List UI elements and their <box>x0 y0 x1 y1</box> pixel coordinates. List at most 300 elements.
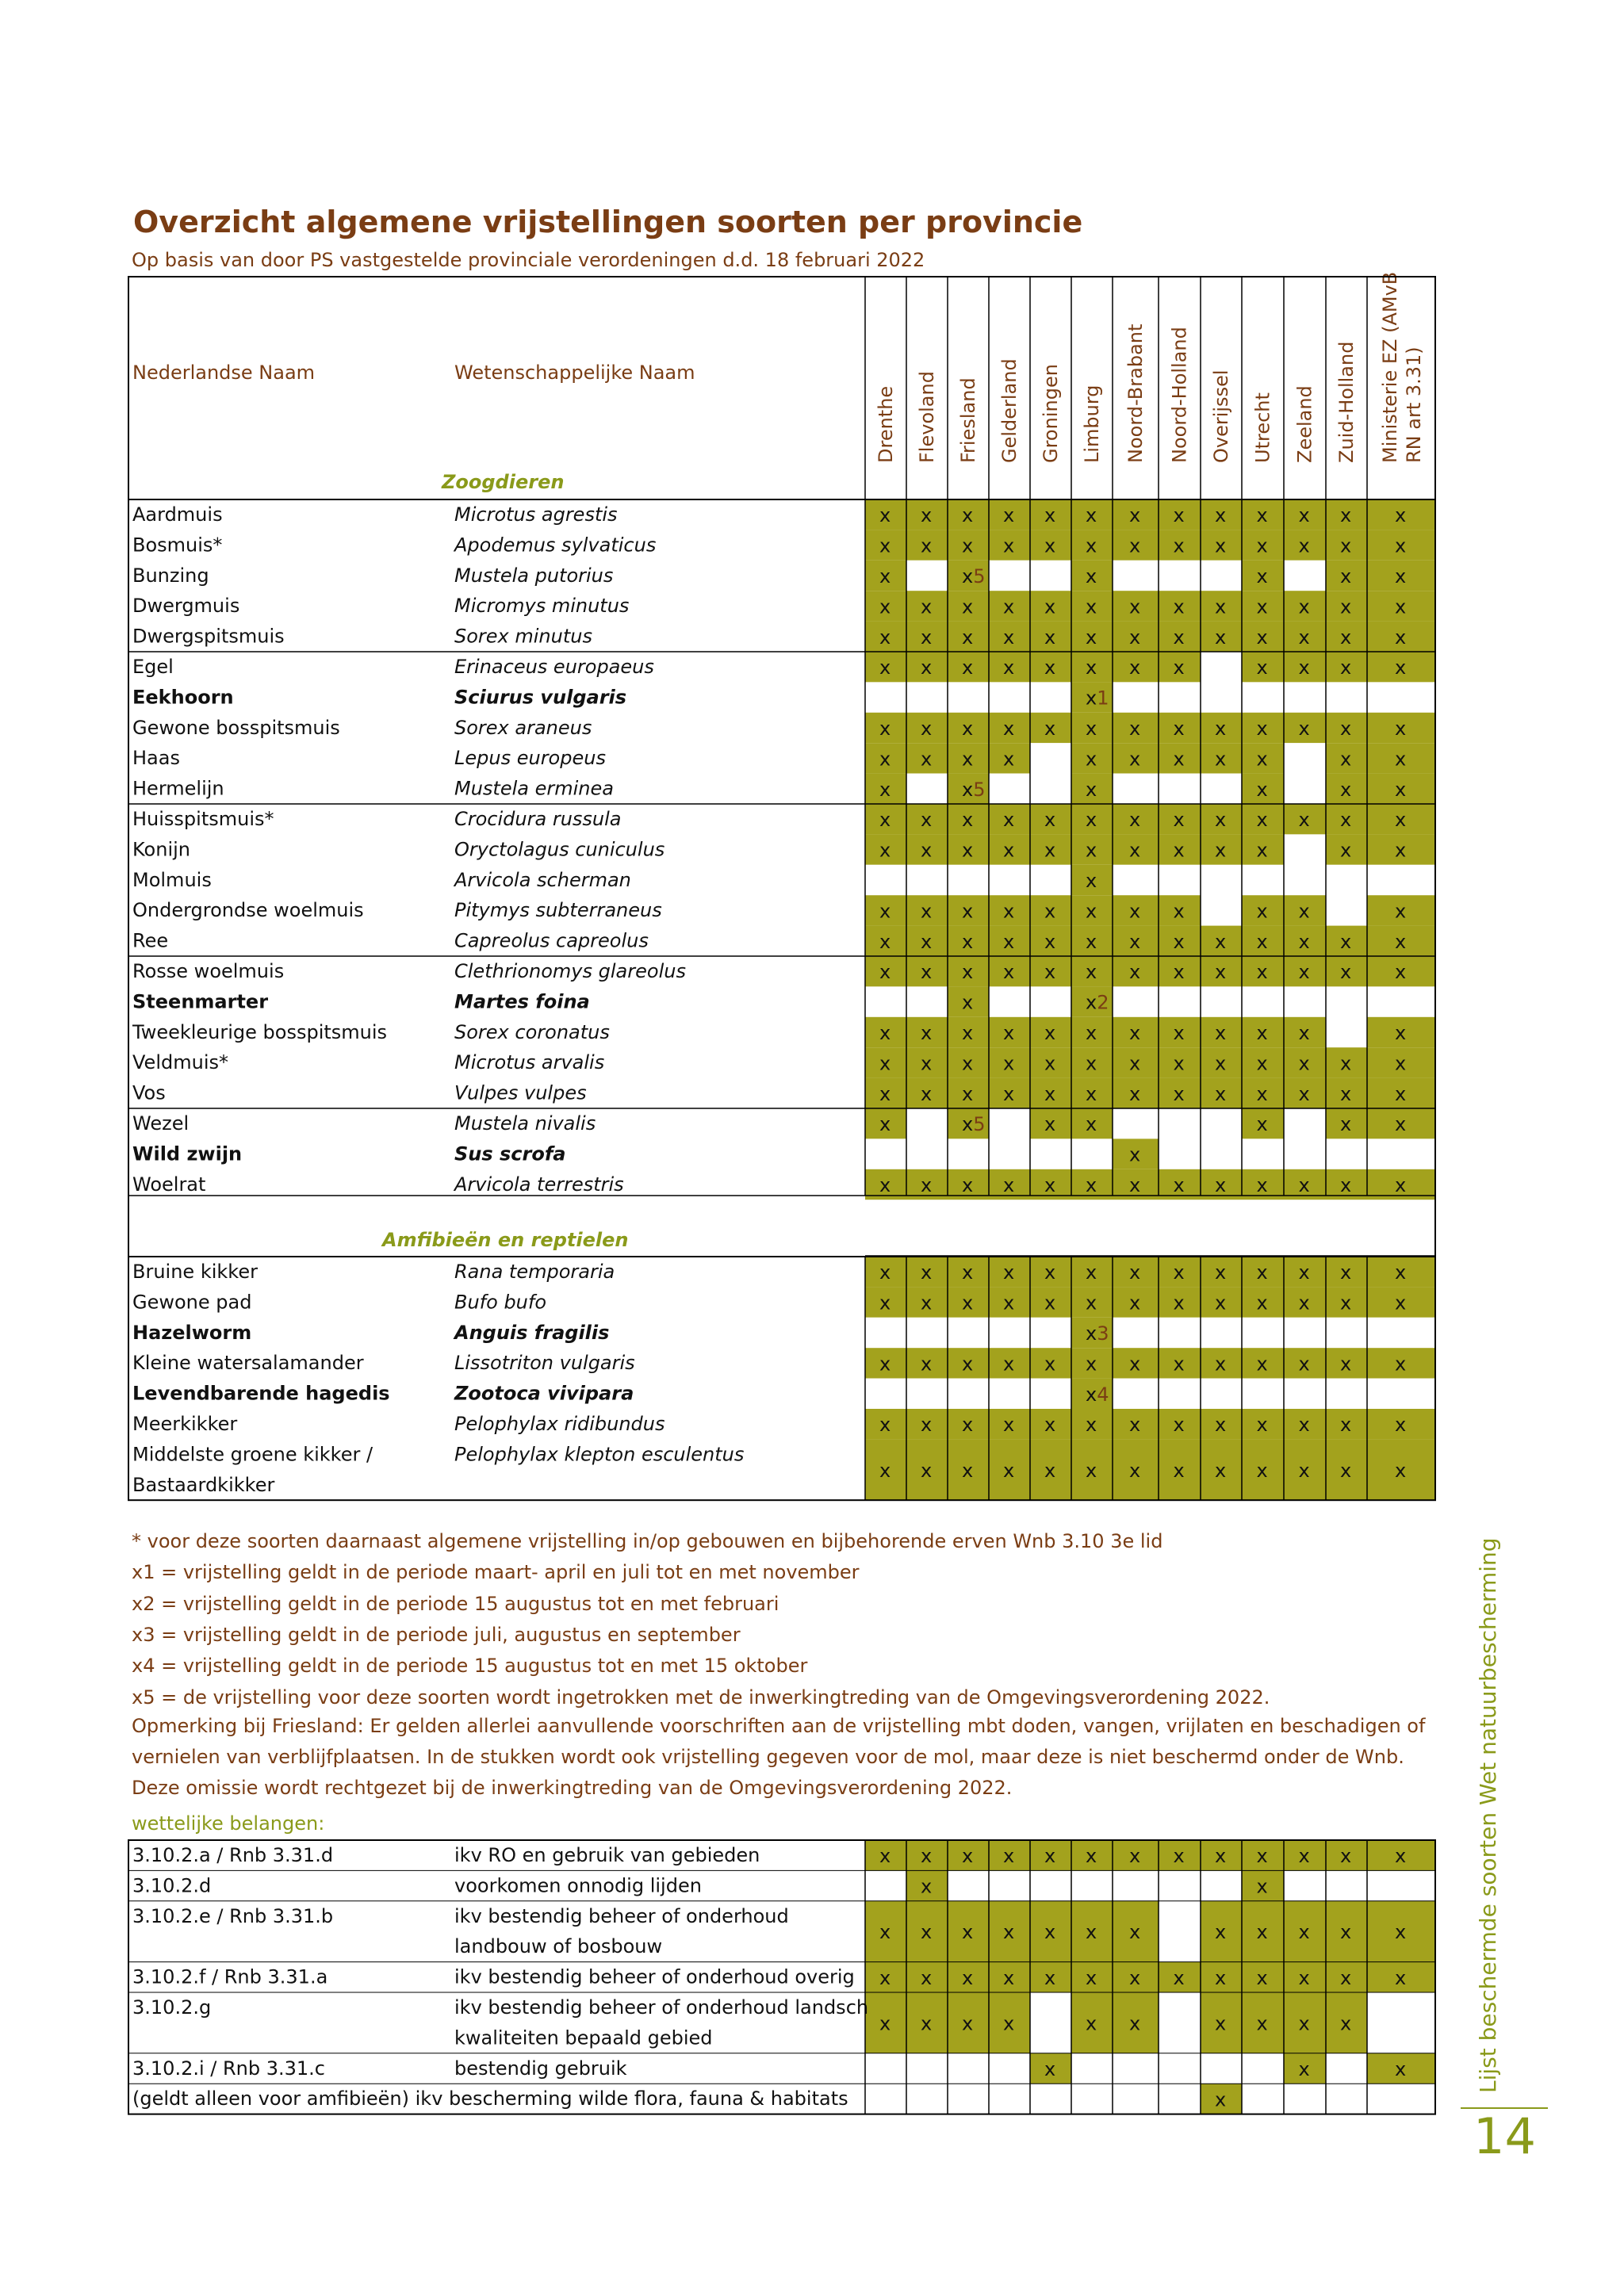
table-cell <box>1071 1870 1113 1900</box>
exemption-mark: x <box>1086 534 1097 557</box>
exemption-mark: x <box>1256 961 1268 984</box>
exemption-mark: x <box>962 1022 974 1044</box>
table-cell <box>1367 1138 1435 1169</box>
exemption-mark: x <box>1395 1966 1407 1989</box>
exemption-mark: x <box>1215 626 1227 649</box>
table-row <box>132 743 1435 773</box>
table-cell <box>1242 986 1284 1016</box>
exemption-mark: x <box>1044 626 1056 649</box>
exemption-mark: x <box>1173 1414 1185 1437</box>
table-row <box>132 530 1435 560</box>
table-cell <box>989 1870 1030 1900</box>
table-cell <box>1159 865 1201 895</box>
exemption-mark: x <box>1003 504 1015 527</box>
exemption-mark: x <box>1044 1353 1056 1376</box>
legal-description: ikv RO en gebruik van gebieden <box>454 1844 760 1866</box>
exemption-mark: x <box>1003 1052 1015 1075</box>
table-cell <box>1284 1138 1326 1169</box>
section-mammals: Zoogdieren <box>442 471 565 493</box>
exemption-mark: x <box>1215 1845 1227 1868</box>
exemption-mark: x <box>1395 809 1407 832</box>
table-cell <box>1284 2084 1326 2114</box>
exemption-mark: x <box>962 1966 974 1989</box>
species-rows <box>132 499 1435 1500</box>
species-dutch-name: Meerkikker <box>132 1413 238 1435</box>
footnote-x1: x1 = vrijstelling geldt in de periode maart- april en juli tot en met november <box>132 1561 860 1583</box>
table-cell <box>906 774 948 804</box>
exemption-mark: x <box>1044 1113 1056 1136</box>
exemption-mark: x <box>1215 2088 1227 2111</box>
exemption-mark: x <box>1173 839 1185 862</box>
table-cell <box>1159 561 1201 591</box>
exemption-mark: x <box>962 595 974 618</box>
exemption-mark: x <box>1173 1353 1185 1376</box>
exemption-mark: x <box>1395 1845 1407 1868</box>
table-cell <box>1030 561 1071 591</box>
table-cell <box>948 1870 989 1900</box>
footnote-x4: x4 = vrijstelling geldt in de periode 15 augustus tot en met 15 oktober <box>132 1655 808 1677</box>
table-row <box>132 1138 1435 1169</box>
table-cell <box>1242 1138 1284 1169</box>
table-cell <box>1071 1138 1113 1169</box>
exemption-mark: x <box>1395 900 1407 923</box>
exemption-mark: x <box>1256 1022 1268 1044</box>
exemption-mark: x <box>1044 1459 1056 1482</box>
exemption-mark: x <box>962 1845 974 1868</box>
table-row <box>132 804 1435 834</box>
exemption-mark: x <box>1003 1174 1015 1196</box>
exemption-mark: x <box>1340 1052 1352 1075</box>
exemption-mark: x <box>1173 534 1185 557</box>
exemption-mark: x <box>1044 961 1056 984</box>
table-cell <box>1030 682 1071 712</box>
exemption-mark: x <box>1086 1414 1097 1437</box>
exemption-mark: x <box>1340 1082 1352 1105</box>
table-cell <box>989 682 1030 712</box>
table-cell <box>865 1318 906 1348</box>
exemption-mark: x <box>921 1261 933 1284</box>
exemption-mark: x <box>1086 930 1097 953</box>
species-dutch-name: Vos <box>132 1081 166 1104</box>
exemption-mark: x <box>962 1082 974 1105</box>
table-cell <box>989 986 1030 1016</box>
exemption-mark: x <box>1395 1082 1407 1105</box>
table-cell <box>1284 1379 1326 1409</box>
exemption-mark: x <box>962 1353 974 1376</box>
exemption-mark: x <box>1086 1845 1097 1868</box>
exemption-mark: x <box>1340 1414 1352 1437</box>
exemption-mark: x <box>1215 961 1227 984</box>
species-scientific-name: Sus scrofa <box>454 1142 566 1165</box>
table-cell <box>1030 1379 1071 1409</box>
exemption-mark: x <box>1395 718 1407 740</box>
table-row <box>132 1257 1435 1287</box>
exemption-mark: x2 <box>1086 991 1109 1014</box>
table-cell <box>1242 2053 1284 2084</box>
table-cell <box>1159 2084 1201 2114</box>
table-cell <box>948 1379 989 1409</box>
legal-description: ikv bestendig beheer of onderhoud <box>454 1904 789 1927</box>
exemption-mark: x <box>1003 1292 1015 1314</box>
province-header: Limburg <box>1081 385 1103 463</box>
exemption-mark: x <box>921 1292 933 1314</box>
exemption-mark: x <box>1003 809 1015 832</box>
exemption-mark: x <box>1129 1459 1141 1482</box>
exemption-mark: x <box>1086 1174 1097 1196</box>
exemption-mark: x <box>1256 718 1268 740</box>
exemption-mark: x <box>1340 2012 1352 2035</box>
table-cell <box>1113 1318 1159 1348</box>
table-cell <box>1159 1108 1201 1138</box>
exemption-mark: x <box>962 900 974 923</box>
table-row <box>132 956 1435 986</box>
table-cell <box>1030 1318 1071 1348</box>
exemption-mark: x <box>921 1966 933 1989</box>
exemption-mark: x <box>1173 1845 1185 1868</box>
exemption-mark: x <box>1173 1459 1185 1482</box>
table-cell <box>1242 1379 1284 1409</box>
exemption-mark: x <box>1003 748 1015 771</box>
exemption-mark: x <box>1129 1261 1141 1284</box>
exemption-mark: x <box>1129 534 1141 557</box>
exemption-mark: x <box>1340 748 1352 771</box>
exemption-mark: x <box>1256 595 1268 618</box>
exemption-mark: x <box>1215 1414 1227 1437</box>
exemption-mark: x <box>1298 1052 1310 1075</box>
exemption-mark: x <box>921 930 933 953</box>
table-cell <box>1284 1108 1326 1138</box>
table-cell <box>1113 2053 1159 2084</box>
table-cell <box>1159 682 1201 712</box>
exemption-mark: x <box>1129 900 1141 923</box>
exemption-mark: x <box>879 748 891 771</box>
exemption-mark: x <box>1044 534 1056 557</box>
exemption-mark: x <box>962 504 974 527</box>
exemption-mark: x <box>1395 778 1407 801</box>
table-cell <box>989 561 1030 591</box>
exemption-mark: x <box>1003 1022 1015 1044</box>
exemption-mark: x <box>1003 656 1015 679</box>
exemption-mark: x <box>1215 1022 1227 1044</box>
exemption-mark: x <box>1129 1966 1141 1989</box>
exemption-mark: x <box>879 1022 891 1044</box>
exemption-mark: x <box>1044 1022 1056 1044</box>
species-scientific-name: Microtus arvalis <box>454 1051 605 1074</box>
legal-code: 3.10.2.e / Rnb 3.31.b <box>132 1904 334 1927</box>
species-dutch-name: Bruine kikker <box>132 1261 258 1283</box>
exemption-mark: x <box>1173 748 1185 771</box>
exemption-mark: x <box>1340 809 1352 832</box>
table-cell <box>906 1379 948 1409</box>
table-cell <box>1030 1870 1071 1900</box>
exemption-mark: x <box>1215 839 1227 862</box>
table-cell <box>989 865 1030 895</box>
exemption-mark: x <box>1215 748 1227 771</box>
species-dutch-name: Wezel <box>132 1112 190 1135</box>
table-cell <box>989 774 1030 804</box>
exemption-mark: x1 <box>1086 687 1109 710</box>
species-scientific-name: Capreolus capreolus <box>454 929 649 952</box>
table-cell <box>1030 774 1071 804</box>
table-cell <box>1326 682 1367 712</box>
footnote-x2: x2 = vrijstelling geldt in de periode 15 augustus tot en met februari <box>132 1593 779 1615</box>
exemption-mark: x <box>1044 900 1056 923</box>
exemption-mark: x <box>1256 534 1268 557</box>
table-row <box>132 682 1435 712</box>
table-cell <box>1284 865 1326 895</box>
legal-description: voorkomen onnodig lijden <box>454 1874 702 1897</box>
exemption-mark: x <box>1086 1292 1097 1314</box>
exemption-mark: x <box>1129 626 1141 649</box>
exemption-mark: x <box>1173 809 1185 832</box>
species-dutch-name: Dwergspitsmuis <box>132 625 285 648</box>
exemption-mark: x <box>1129 1353 1141 1376</box>
legal-row <box>132 2053 1435 2084</box>
exemption-mark: x <box>1086 565 1097 587</box>
species-dutch-name: Aardmuis <box>132 503 223 526</box>
exemption-mark: x <box>1086 748 1097 771</box>
table-row <box>132 986 1435 1016</box>
exemption-mark: x <box>1298 1966 1310 1989</box>
exemption-mark: x <box>1256 900 1268 923</box>
exemption-mark: x <box>1086 656 1097 679</box>
exemption-mark: x <box>1215 1353 1227 1376</box>
exemption-mark: x <box>1129 656 1141 679</box>
exemption-mark: x <box>1129 839 1141 862</box>
table-cell <box>1284 834 1326 864</box>
table-cell <box>865 986 906 1016</box>
table-cell <box>1201 774 1242 804</box>
exemption-mark: x <box>921 1845 933 1868</box>
exemption-mark: x <box>962 930 974 953</box>
table-row <box>132 1078 1435 1108</box>
exemption-mark: x <box>1340 656 1352 679</box>
exemption-mark: x <box>962 961 974 984</box>
exemption-mark: x <box>1340 504 1352 527</box>
exemption-mark: x <box>1003 961 1015 984</box>
species-scientific-name: Mustela putorius <box>454 564 614 587</box>
exemption-mark: x <box>1340 1353 1352 1376</box>
table-cell <box>989 2084 1030 2114</box>
exemption-mark: x <box>1173 930 1185 953</box>
page-number: 14 <box>1473 2107 1536 2165</box>
exemption-mark: x <box>1129 1845 1141 1868</box>
table-row <box>132 1017 1435 1047</box>
section-amphibians: Amfibieën en reptielen <box>382 1229 629 1251</box>
exemption-mark: x <box>1173 1966 1185 1989</box>
exemption-mark: x <box>879 1353 891 1376</box>
table-cell <box>1326 895 1367 925</box>
exemption-mark: x <box>1086 718 1097 740</box>
species-dutch-name: Bunzing <box>132 564 209 587</box>
table-cell <box>1242 2084 1284 2114</box>
exemption-mark: x <box>1256 839 1268 862</box>
table-cell <box>865 682 906 712</box>
table-cell <box>865 865 906 895</box>
exemption-mark: x <box>1129 809 1141 832</box>
exemption-mark: x <box>1256 626 1268 649</box>
species-scientific-name: Mustela erminea <box>454 777 614 800</box>
table-cell <box>1367 2084 1435 2114</box>
exemption-mark: x <box>1173 656 1185 679</box>
exemption-mark: x <box>921 595 933 618</box>
exemption-mark: x <box>1395 839 1407 862</box>
exemption-mark: x <box>879 656 891 679</box>
table-row <box>132 1379 1435 1409</box>
exemption-mark: x <box>879 626 891 649</box>
exemption-mark: x <box>1044 1082 1056 1105</box>
table-cell <box>1030 865 1071 895</box>
exemption-mark: x <box>1003 900 1015 923</box>
exemption-mark: x <box>962 1174 974 1196</box>
table-row <box>132 1287 1435 1317</box>
legal-description: ikv bestendig beheer of onderhoud landsch <box>454 1996 869 2019</box>
table-row <box>132 1318 1435 1348</box>
species-scientific-name: Mustela nivalis <box>454 1112 596 1135</box>
legal-description: kwaliteiten bepaald gebied <box>454 2026 713 2049</box>
species-dutch-name: Egel <box>132 656 174 678</box>
exemption-mark: x <box>879 1966 891 1989</box>
exemption-mark: x <box>879 718 891 740</box>
exemption-mark: x <box>1129 1052 1141 1075</box>
table-cell <box>1367 1992 1435 2053</box>
exemption-mark: x <box>962 991 974 1014</box>
exemption-mark: x <box>1086 1082 1097 1105</box>
species-scientific-name: Sciurus vulgaris <box>454 686 627 709</box>
exemption-mark: x <box>1044 2058 1056 2080</box>
table-row <box>132 895 1435 925</box>
exemption-mark: x <box>1395 1921 1407 1944</box>
table-row <box>132 834 1435 864</box>
exemption-mark: x <box>1086 595 1097 618</box>
species-scientific-name: Sorex araneus <box>454 716 592 739</box>
exemption-mark: x <box>1086 1052 1097 1075</box>
exemption-mark: x <box>962 534 974 557</box>
exemption-mark: x <box>1086 900 1097 923</box>
exemption-mark: x <box>1215 1261 1227 1284</box>
table-cell <box>1284 743 1326 773</box>
exemption-mark: x <box>1044 809 1056 832</box>
exemption-mark: x <box>1340 961 1352 984</box>
species-dutch-name: Rosse woelmuis <box>132 960 285 982</box>
table-cell <box>1326 2084 1367 2114</box>
exemption-mark: x <box>1340 1261 1352 1284</box>
exemption-mark: x <box>1215 1082 1227 1105</box>
table-row <box>132 652 1435 682</box>
table-row <box>132 622 1435 652</box>
exemption-mark: x <box>921 2012 933 2035</box>
table-row <box>132 1439 1435 1500</box>
exemption-mark: x <box>1215 1052 1227 1075</box>
table-row <box>132 1108 1435 1138</box>
exemption-mark: x <box>1395 1292 1407 1314</box>
header-scientific-name: Wetenschappelijke Naam <box>454 362 695 384</box>
species-dutch-name: Levendbarende hagedis <box>132 1382 390 1405</box>
exemption-mark: x <box>962 1292 974 1314</box>
exemption-mark: x <box>1256 656 1268 679</box>
table-cell <box>1030 1138 1071 1169</box>
species-dutch-name: Tweekleurige bosspitsmuis <box>132 1020 388 1043</box>
table-cell <box>906 1318 948 1348</box>
exemption-mark: x <box>1044 1966 1056 1989</box>
exemption-mark: x <box>921 1082 933 1105</box>
province-header: Overijssel <box>1210 369 1232 463</box>
exemption-mark: x <box>1298 900 1310 923</box>
exemption-mark: x <box>962 718 974 740</box>
exemption-mark: x <box>879 961 891 984</box>
species-dutch-name: Gewone bosspitsmuis <box>132 716 340 739</box>
table-cell <box>1326 865 1367 895</box>
exemption-mark: x <box>879 1414 891 1437</box>
exemption-mark: x <box>879 839 891 862</box>
table-cell <box>906 865 948 895</box>
species-dutch-name: Bastaardkikker <box>132 1473 275 1496</box>
species-dutch-name: Eekhoorn <box>132 686 234 709</box>
exemption-mark: x <box>1298 1174 1310 1196</box>
species-dutch-name: Veldmuis* <box>132 1051 228 1074</box>
province-header: Groningen <box>1040 364 1062 463</box>
table-cell <box>1367 1318 1435 1348</box>
table-cell <box>1113 865 1159 895</box>
exemption-mark: x <box>1086 870 1097 892</box>
ministerie-header: RN art 3.31) <box>1403 346 1425 463</box>
table-cell <box>906 1138 948 1169</box>
exemption-mark: x <box>921 656 933 679</box>
species-scientific-name: Pelophylax ridibundus <box>454 1413 665 1435</box>
species-dutch-name: Dwergmuis <box>132 595 240 618</box>
table-cell <box>1284 682 1326 712</box>
exemption-mark: x <box>1129 2012 1141 2035</box>
species-scientific-name: Pitymys subterraneus <box>454 899 662 922</box>
province-header: Drenthe <box>875 385 897 463</box>
exemption-mark: x <box>1129 595 1141 618</box>
exemption-mark: x <box>962 626 974 649</box>
exemption-mark: x <box>1086 839 1097 862</box>
species-scientific-name: Crocidura russula <box>454 808 622 830</box>
exemption-mark: x <box>1129 504 1141 527</box>
table-row <box>132 499 1435 530</box>
table-cell <box>1367 986 1435 1016</box>
exemption-mark: x <box>879 930 891 953</box>
table-row <box>132 561 1435 591</box>
exemption-mark: x <box>921 718 933 740</box>
table-cell <box>1242 682 1284 712</box>
footnote-x5: x5 = de vrijstelling voor deze soorten wordt ingetrokken met de inwerkingtreding van de Omgevingsverordening 2022. <box>132 1686 1270 1709</box>
exemption-mark: x <box>1256 1875 1268 1898</box>
table-cell <box>1284 986 1326 1016</box>
exemption-mark: x <box>1298 961 1310 984</box>
exemption-mark: x <box>1044 839 1056 862</box>
exemption-mark: x <box>1395 1113 1407 1136</box>
table-cell <box>1242 865 1284 895</box>
table-cell <box>1113 682 1159 712</box>
exemption-mark: x <box>1395 565 1407 587</box>
exemption-mark: x <box>1256 1966 1268 1989</box>
table-cell <box>1159 1992 1201 2053</box>
exemption-mark: x <box>1003 1966 1015 1989</box>
exemption-mark: x <box>879 1921 891 1944</box>
exemption-mark: x <box>962 656 974 679</box>
legal-row <box>132 1992 1435 2053</box>
exemption-mark: x <box>1340 565 1352 587</box>
table-cell <box>1201 1318 1242 1348</box>
exemption-mark: x <box>1298 626 1310 649</box>
table-cell <box>1030 1992 1071 2053</box>
table-cell <box>1326 1138 1367 1169</box>
exemption-mark: x <box>1256 1353 1268 1376</box>
legal-code: 3.10.2.a / Rnb 3.31.d <box>132 1844 334 1866</box>
exemption-mark: x <box>921 1875 933 1898</box>
